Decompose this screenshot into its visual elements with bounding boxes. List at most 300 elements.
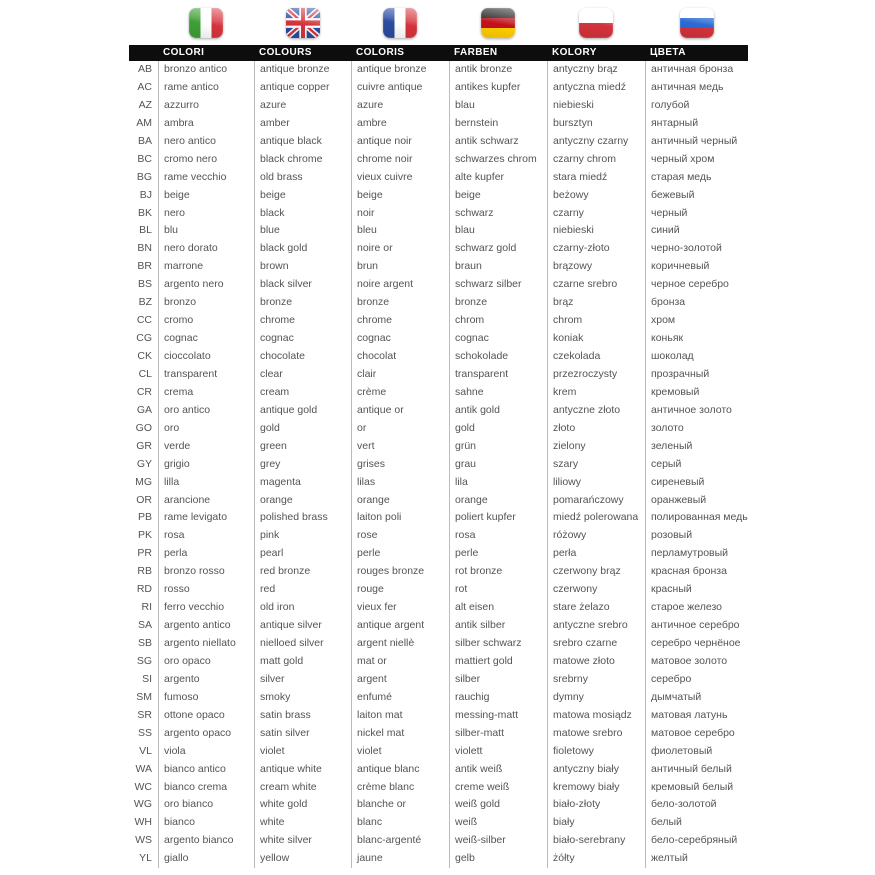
cell-it: bianco antico <box>158 761 254 779</box>
cell-pl: czekolada <box>547 348 645 366</box>
cell-ru: фиолетовый <box>645 743 748 761</box>
cell-de: antik schwarz <box>449 133 547 151</box>
table-row <box>129 456 748 474</box>
cell-code: WA <box>135 762 152 775</box>
table-row <box>129 761 748 779</box>
cell-de: lila <box>449 474 547 492</box>
cell-ru: синий <box>645 222 748 240</box>
cell-en: clear <box>254 366 351 384</box>
cell-de: mattiert gold <box>449 653 547 671</box>
cell-de: gelb <box>449 850 547 868</box>
table-row <box>129 151 748 169</box>
cell-code: PB <box>137 511 152 524</box>
cell-en: polished brass <box>254 509 351 527</box>
cell-de: blau <box>449 222 547 240</box>
table-header-bar <box>129 45 748 61</box>
cell-en: red bronze <box>254 563 351 581</box>
cell-it: ferro vecchio <box>158 599 254 617</box>
column-header-fr: COLORIS <box>356 47 405 58</box>
cell-de: schokolade <box>449 348 547 366</box>
table-row <box>129 97 748 115</box>
cell-it: bronzo <box>158 294 254 312</box>
cell-fr: lilas <box>351 474 449 492</box>
cell-it: ambra <box>158 115 254 133</box>
flag-slot-it <box>158 0 254 38</box>
table-row <box>129 240 748 258</box>
cell-code: GO <box>135 421 152 434</box>
cell-pl: czarny-złoto <box>547 240 645 258</box>
cell-pl: antyczny czarny <box>547 133 645 151</box>
flags-row <box>129 0 748 45</box>
cell-ru: матовая латунь <box>645 707 748 725</box>
column-header-ru: ЦВЕТА <box>650 47 686 58</box>
cell-it: cognac <box>158 330 254 348</box>
cell-code: GR <box>136 439 152 452</box>
cell-fr: crème blanc <box>351 779 449 797</box>
cell-code: SA <box>137 619 152 632</box>
cell-it: oro antico <box>158 402 254 420</box>
cell-pl: brąz <box>547 294 645 312</box>
cell-pl: pomarańczowy <box>547 492 645 510</box>
cell-fr: laiton mat <box>351 707 449 725</box>
cell-code: AM <box>136 116 152 129</box>
cell-code: PK <box>137 529 152 542</box>
cell-en: azure <box>254 97 351 115</box>
cell-pl: matowa mosiądz <box>547 707 645 725</box>
cell-en: gold <box>254 420 351 438</box>
cell-fr: antique noir <box>351 133 449 151</box>
cell-fr: rouges bronze <box>351 563 449 581</box>
cell-pl: antyczna miedź <box>547 79 645 97</box>
cell-ru: сиреневый <box>645 474 748 492</box>
cell-it: bianco <box>158 814 254 832</box>
table-row <box>129 258 748 276</box>
cell-en: yellow <box>254 850 351 868</box>
cell-ru: перламутровый <box>645 545 748 563</box>
cell-pl: czarny chrom <box>547 151 645 169</box>
cell-fr: antique or <box>351 402 449 420</box>
table-row <box>129 384 748 402</box>
cell-it: argento <box>158 671 254 689</box>
cell-code: MG <box>135 475 152 488</box>
cell-code: SR <box>137 708 152 721</box>
table-row <box>129 725 748 743</box>
table-row <box>129 187 748 205</box>
cell-ru: полированная медь <box>645 509 748 527</box>
cell-fr: argent <box>351 671 449 689</box>
cell-de: beige <box>449 187 547 205</box>
cell-fr: chrome noir <box>351 151 449 169</box>
column-header-pl: KOLORY <box>552 47 597 58</box>
cell-it: bronzo rosso <box>158 563 254 581</box>
cell-code: WS <box>135 834 152 847</box>
cell-code: CG <box>136 332 152 345</box>
cell-en: cognac <box>254 330 351 348</box>
cell-ru: коньяк <box>645 330 748 348</box>
cell-fr: cognac <box>351 330 449 348</box>
cell-code: AB <box>137 63 152 75</box>
table-row <box>129 61 748 79</box>
cell-it: fumoso <box>158 689 254 707</box>
cell-en: antique copper <box>254 79 351 97</box>
cell-de: schwarz <box>449 205 547 223</box>
cell-ru: античный белый <box>645 761 748 779</box>
cell-pl: zielony <box>547 438 645 456</box>
cell-en: matt gold <box>254 653 351 671</box>
cell-de: transparent <box>449 366 547 384</box>
cell-en: satin brass <box>254 707 351 725</box>
cell-fr: vieux fer <box>351 599 449 617</box>
table-row <box>129 653 748 671</box>
cell-it: cromo <box>158 312 254 330</box>
cell-fr: vieux cuivre <box>351 169 449 187</box>
cell-code: RI <box>141 601 152 614</box>
table-row <box>129 294 748 312</box>
cell-de: silber <box>449 671 547 689</box>
cell-code: BA <box>137 134 152 147</box>
cell-code: CC <box>136 314 152 327</box>
cell-de: schwarz gold <box>449 240 547 258</box>
table-row <box>129 563 748 581</box>
cell-pl: czerwony <box>547 581 645 599</box>
cell-ru: кремовый белый <box>645 779 748 797</box>
cell-en: orange <box>254 492 351 510</box>
cell-en: grey <box>254 456 351 474</box>
table-row <box>129 79 748 97</box>
cell-it: rosa <box>158 527 254 545</box>
cell-it: lilla <box>158 474 254 492</box>
cell-it: rame levigato <box>158 509 254 527</box>
cell-it: beige <box>158 187 254 205</box>
cell-pl: antyczne srebro <box>547 617 645 635</box>
cell-code: BR <box>137 260 152 273</box>
germany-flag-icon <box>481 8 515 38</box>
cell-de: bernstein <box>449 115 547 133</box>
cell-fr: or <box>351 420 449 438</box>
cell-en: white silver <box>254 832 351 850</box>
cell-de: rosa <box>449 527 547 545</box>
italy-flag-icon <box>189 8 223 38</box>
cell-it: argento opaco <box>158 725 254 743</box>
cell-code: SM <box>136 690 152 703</box>
cell-pl: liliowy <box>547 474 645 492</box>
table-body <box>129 61 748 868</box>
table-row <box>129 348 748 366</box>
cell-de: violett <box>449 743 547 761</box>
cell-ru: белый <box>645 814 748 832</box>
cell-ru: бежевый <box>645 187 748 205</box>
cell-ru: античное золото <box>645 402 748 420</box>
cell-pl: stara miedź <box>547 169 645 187</box>
cell-de: cognac <box>449 330 547 348</box>
cell-pl: matowe srebro <box>547 725 645 743</box>
cell-it: oro opaco <box>158 653 254 671</box>
cell-pl: czarny <box>547 205 645 223</box>
column-header-it: COLORI <box>163 47 205 58</box>
cell-fr: beige <box>351 187 449 205</box>
cell-it: transparent <box>158 366 254 384</box>
cell-code: AC <box>137 80 152 93</box>
cell-en: white gold <box>254 796 351 814</box>
cell-de: perle <box>449 545 547 563</box>
cell-fr: brun <box>351 258 449 276</box>
cell-pl: fioletowy <box>547 743 645 761</box>
cell-it: giallo <box>158 850 254 868</box>
table-row <box>129 527 748 545</box>
table-row <box>129 707 748 725</box>
cell-ru: красная бронза <box>645 563 748 581</box>
cell-ru: розовый <box>645 527 748 545</box>
cell-fr: bronze <box>351 294 449 312</box>
cell-ru: античное серебро <box>645 617 748 635</box>
uk-flag-icon <box>286 8 320 38</box>
cell-code: GY <box>136 457 152 470</box>
cell-it: argento nero <box>158 276 254 294</box>
cell-en: old brass <box>254 169 351 187</box>
cell-ru: античная бронза <box>645 61 748 79</box>
cell-it: grigio <box>158 456 254 474</box>
flag-slot-pl <box>547 0 645 38</box>
cell-de: rot bronze <box>449 563 547 581</box>
table-row <box>129 671 748 689</box>
cell-code: BS <box>137 278 152 291</box>
cell-ru: матовое серебро <box>645 725 748 743</box>
cell-en: black silver <box>254 276 351 294</box>
cell-pl: krem <box>547 384 645 402</box>
cell-en: black <box>254 205 351 223</box>
cell-ru: бело-серебряный <box>645 832 748 850</box>
table-row <box>129 312 748 330</box>
cell-pl: żółty <box>547 850 645 868</box>
table-row <box>129 599 748 617</box>
cell-ru: серебро чернёное <box>645 635 748 653</box>
cell-de: antik bronze <box>449 61 547 79</box>
cell-it: blu <box>158 222 254 240</box>
cell-ru: черный хром <box>645 151 748 169</box>
cell-code: VL <box>139 744 152 757</box>
cell-it: oro <box>158 420 254 438</box>
cell-ru: желтый <box>645 850 748 868</box>
cell-pl: dymny <box>547 689 645 707</box>
cell-de: gold <box>449 420 547 438</box>
cell-fr: clair <box>351 366 449 384</box>
cell-it: crema <box>158 384 254 402</box>
cell-de: poliert kupfer <box>449 509 547 527</box>
cell-code: WH <box>134 816 152 829</box>
cell-ru: дымчатый <box>645 689 748 707</box>
cell-fr: blanc-argenté <box>351 832 449 850</box>
france-flag-icon <box>383 8 417 38</box>
cell-it: nero <box>158 205 254 223</box>
cell-en: antique gold <box>254 402 351 420</box>
cell-pl: czerwony brąz <box>547 563 645 581</box>
cell-it: viola <box>158 743 254 761</box>
cell-en: pearl <box>254 545 351 563</box>
cell-it: argento bianco <box>158 832 254 850</box>
cell-ru: матовое золото <box>645 653 748 671</box>
cell-de: weiß <box>449 814 547 832</box>
cell-en: violet <box>254 743 351 761</box>
cell-code: WG <box>133 798 152 811</box>
cell-fr: rose <box>351 527 449 545</box>
cell-en: brown <box>254 258 351 276</box>
poland-flag-icon <box>579 8 613 38</box>
cell-pl: koniak <box>547 330 645 348</box>
cell-en: amber <box>254 115 351 133</box>
cell-ru: античный черный <box>645 133 748 151</box>
table-row <box>129 779 748 797</box>
cell-pl: antyczny brąz <box>547 61 645 79</box>
cell-code: WC <box>134 780 152 793</box>
cell-it: verde <box>158 438 254 456</box>
cell-fr: rouge <box>351 581 449 599</box>
cell-de: braun <box>449 258 547 276</box>
cell-de: weiß gold <box>449 796 547 814</box>
cell-fr: enfumé <box>351 689 449 707</box>
cell-de: weiß-silber <box>449 832 547 850</box>
cell-fr: vert <box>351 438 449 456</box>
cell-ru: античная медь <box>645 79 748 97</box>
cell-en: smoky <box>254 689 351 707</box>
cell-pl: różowy <box>547 527 645 545</box>
cell-ru: черно-золотой <box>645 240 748 258</box>
flag-slot-fr <box>351 0 449 38</box>
cell-pl: brązowy <box>547 258 645 276</box>
cell-fr: chrome <box>351 312 449 330</box>
cell-de: rot <box>449 581 547 599</box>
cell-en: blue <box>254 222 351 240</box>
cell-de: orange <box>449 492 547 510</box>
flag-slot-ru <box>645 0 748 38</box>
cell-fr: violet <box>351 743 449 761</box>
table-row <box>129 796 748 814</box>
table-row <box>129 402 748 420</box>
cell-en: bronze <box>254 294 351 312</box>
table-row <box>129 169 748 187</box>
cell-ru: оранжевый <box>645 492 748 510</box>
cell-it: azzurro <box>158 97 254 115</box>
cell-ru: черное серебро <box>645 276 748 294</box>
cell-en: satin silver <box>254 725 351 743</box>
cell-de: grün <box>449 438 547 456</box>
table-row <box>129 438 748 456</box>
cell-it: ottone opaco <box>158 707 254 725</box>
cell-pl: chrom <box>547 312 645 330</box>
cell-ru: старая медь <box>645 169 748 187</box>
cell-ru: прозрачный <box>645 366 748 384</box>
cell-fr: noire or <box>351 240 449 258</box>
cell-it: bronzo antico <box>158 61 254 79</box>
cell-ru: черный <box>645 205 748 223</box>
cell-ru: кремовый <box>645 384 748 402</box>
cell-de: creme weiß <box>449 779 547 797</box>
cell-en: chrome <box>254 312 351 330</box>
cell-ru: красный <box>645 581 748 599</box>
cell-it: oro bianco <box>158 796 254 814</box>
cell-pl: antyczne złoto <box>547 402 645 420</box>
cell-de: rauchig <box>449 689 547 707</box>
cell-en: silver <box>254 671 351 689</box>
cell-de: antikes kupfer <box>449 79 547 97</box>
cell-it: rosso <box>158 581 254 599</box>
cell-pl: przezroczysty <box>547 366 645 384</box>
cell-pl: czarne srebro <box>547 276 645 294</box>
column-header-en: COLOURS <box>259 47 312 58</box>
cell-fr: antique bronze <box>351 61 449 79</box>
cell-fr: ambre <box>351 115 449 133</box>
cell-de: silber schwarz <box>449 635 547 653</box>
cell-pl: matowe złoto <box>547 653 645 671</box>
cell-fr: bleu <box>351 222 449 240</box>
cell-fr: grises <box>351 456 449 474</box>
cell-it: marrone <box>158 258 254 276</box>
cell-pl: stare żelazo <box>547 599 645 617</box>
cell-en: antique black <box>254 133 351 151</box>
cell-ru: янтарный <box>645 115 748 133</box>
cell-ru: золото <box>645 420 748 438</box>
cell-fr: jaune <box>351 850 449 868</box>
cell-ru: голубой <box>645 97 748 115</box>
cell-fr: antique blanc <box>351 761 449 779</box>
cell-ru: старое железо <box>645 599 748 617</box>
cell-de: bronze <box>449 294 547 312</box>
russia-flag-icon <box>680 8 714 38</box>
cell-code: AZ <box>138 98 152 111</box>
cell-pl: antyczny biały <box>547 761 645 779</box>
table-row <box>129 205 748 223</box>
cell-en: white <box>254 814 351 832</box>
cell-fr: blanche or <box>351 796 449 814</box>
cell-ru: хром <box>645 312 748 330</box>
cell-ru: зеленый <box>645 438 748 456</box>
cell-en: chocolate <box>254 348 351 366</box>
table-row <box>129 276 748 294</box>
cell-fr: perle <box>351 545 449 563</box>
flag-slot-en <box>254 0 351 38</box>
cell-de: messing-matt <box>449 707 547 725</box>
cell-fr: crème <box>351 384 449 402</box>
cell-de: chrom <box>449 312 547 330</box>
cell-ru: коричневый <box>645 258 748 276</box>
cell-de: alte kupfer <box>449 169 547 187</box>
cell-pl: szary <box>547 456 645 474</box>
cell-pl: biały <box>547 814 645 832</box>
cell-en: green <box>254 438 351 456</box>
cell-ru: бронза <box>645 294 748 312</box>
cell-en: cream <box>254 384 351 402</box>
table-row <box>129 115 748 133</box>
cell-en: cream white <box>254 779 351 797</box>
cell-code: SB <box>137 637 152 649</box>
cell-code: BK <box>137 206 152 219</box>
column-header-de: FARBEN <box>454 47 498 58</box>
cell-fr: noir <box>351 205 449 223</box>
cell-fr: argent niellè <box>351 635 449 653</box>
cell-en: pink <box>254 527 351 545</box>
table-row <box>129 617 748 635</box>
cell-en: magenta <box>254 474 351 492</box>
cell-en: antique white <box>254 761 351 779</box>
cell-it: nero antico <box>158 133 254 151</box>
cell-de: antik weiß <box>449 761 547 779</box>
table-row <box>129 814 748 832</box>
cell-fr: noire argent <box>351 276 449 294</box>
table-row <box>129 492 748 510</box>
cell-en: red <box>254 581 351 599</box>
cell-en: beige <box>254 187 351 205</box>
cell-de: schwarzes chrom <box>449 151 547 169</box>
cell-it: cioccolato <box>158 348 254 366</box>
